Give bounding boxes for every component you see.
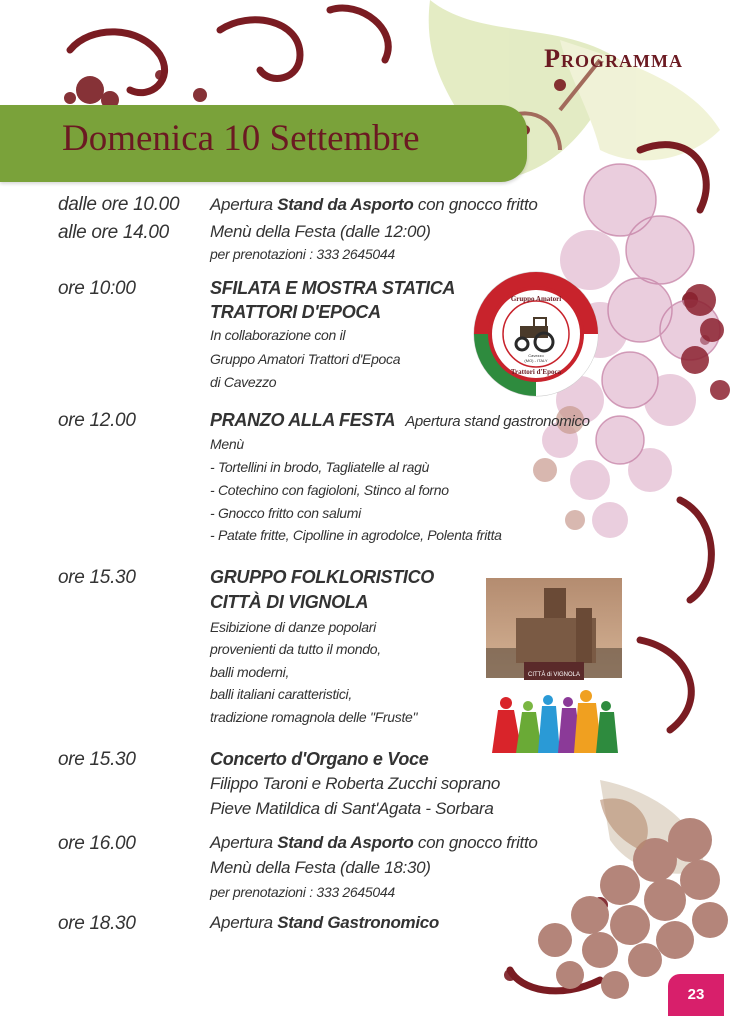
day-title: Domenica 10 Settembre (62, 118, 420, 159)
event-detail: balli moderni, (210, 664, 290, 680)
event-time: ore 15.30 (58, 749, 136, 770)
event-detail: - Gnocco fritto con salumi (210, 505, 361, 521)
badge-ring-bottom: Trattori d'Epoca (510, 368, 562, 376)
event-time: ore 10:00 (58, 278, 136, 299)
event-detail: In collaborazione con il (210, 327, 346, 343)
folk-group-photo (486, 578, 622, 768)
event-detail: Gruppo Amatori Trattori d'Epoca (210, 351, 401, 367)
badge-center-a: Cavezzo (528, 353, 544, 358)
event-line: Apertura Stand da Asporto con gnocco fritto (210, 833, 538, 852)
event-detail: provenienti da tutto il mondo, (210, 641, 381, 657)
event-title: TRATTORI D'EPOCA (210, 302, 381, 322)
section-title: Programma (544, 44, 683, 73)
event-title: Concerto d'Organo e Voce (210, 749, 429, 769)
event-contact: per prenotazioni : 333 2645044 (210, 884, 395, 900)
event-title: PRANZO ALLA FESTA Apertura stand gastronomico (210, 410, 590, 430)
event-detail: Esibizione di danze popolari (210, 619, 376, 635)
photo-caption: CITTÀ di VIGNOLA (527, 672, 581, 678)
event-line: Menù della Festa (dalle 18:30) (210, 858, 431, 877)
event-time: ore 15.30 (58, 567, 136, 588)
event-detail: - Tortellini in brodo, Tagliatelle al ragù (210, 459, 430, 475)
event-title: CITTÀ DI VIGNOLA (210, 592, 369, 612)
event-line: Apertura Stand da Asporto con gnocco fritto (210, 195, 538, 214)
event-detail: Filippo Taroni e Roberta Zucchi soprano (210, 774, 501, 793)
event-detail: Menù (210, 436, 244, 452)
event-time: dalle ore 10.00 (58, 194, 180, 215)
event-detail: tradizione romagnola delle "Fruste" (210, 709, 418, 725)
event-detail: - Patate fritte, Cipolline in agrodolce, Polenta fritta (210, 527, 502, 543)
event-line: Apertura Stand Gastronomico (210, 913, 440, 932)
event-detail: di Cavezzo (210, 374, 277, 390)
event-time: ore 16.00 (58, 833, 136, 854)
event-detail: balli italiani caratteristici, (210, 686, 352, 702)
event-line: Menù della Festa (dalle 12:00) (210, 222, 431, 241)
event-time: alle ore 14.00 (58, 222, 169, 243)
badge-center-b: (MO) - ITALY (524, 358, 548, 363)
event-title: SFILATA E MOSTRA STATICA (210, 278, 456, 298)
event-detail: Pieve Matildica di Sant'Agata - Sorbara (210, 799, 494, 818)
tractor-club-badge (472, 270, 600, 398)
page-number: 23 (668, 974, 724, 1016)
event-time: ore 12.00 (58, 410, 136, 431)
badge-ring-top: Gruppo Amatori (510, 295, 562, 303)
event-time: ore 18.30 (58, 913, 136, 934)
event-title: GRUPPO FOLKLORISTICO (210, 567, 435, 587)
event-detail: - Cotechino con fagioloni, Stinco al forno (210, 482, 449, 498)
event-contact: per prenotazioni : 333 2645044 (210, 246, 395, 262)
